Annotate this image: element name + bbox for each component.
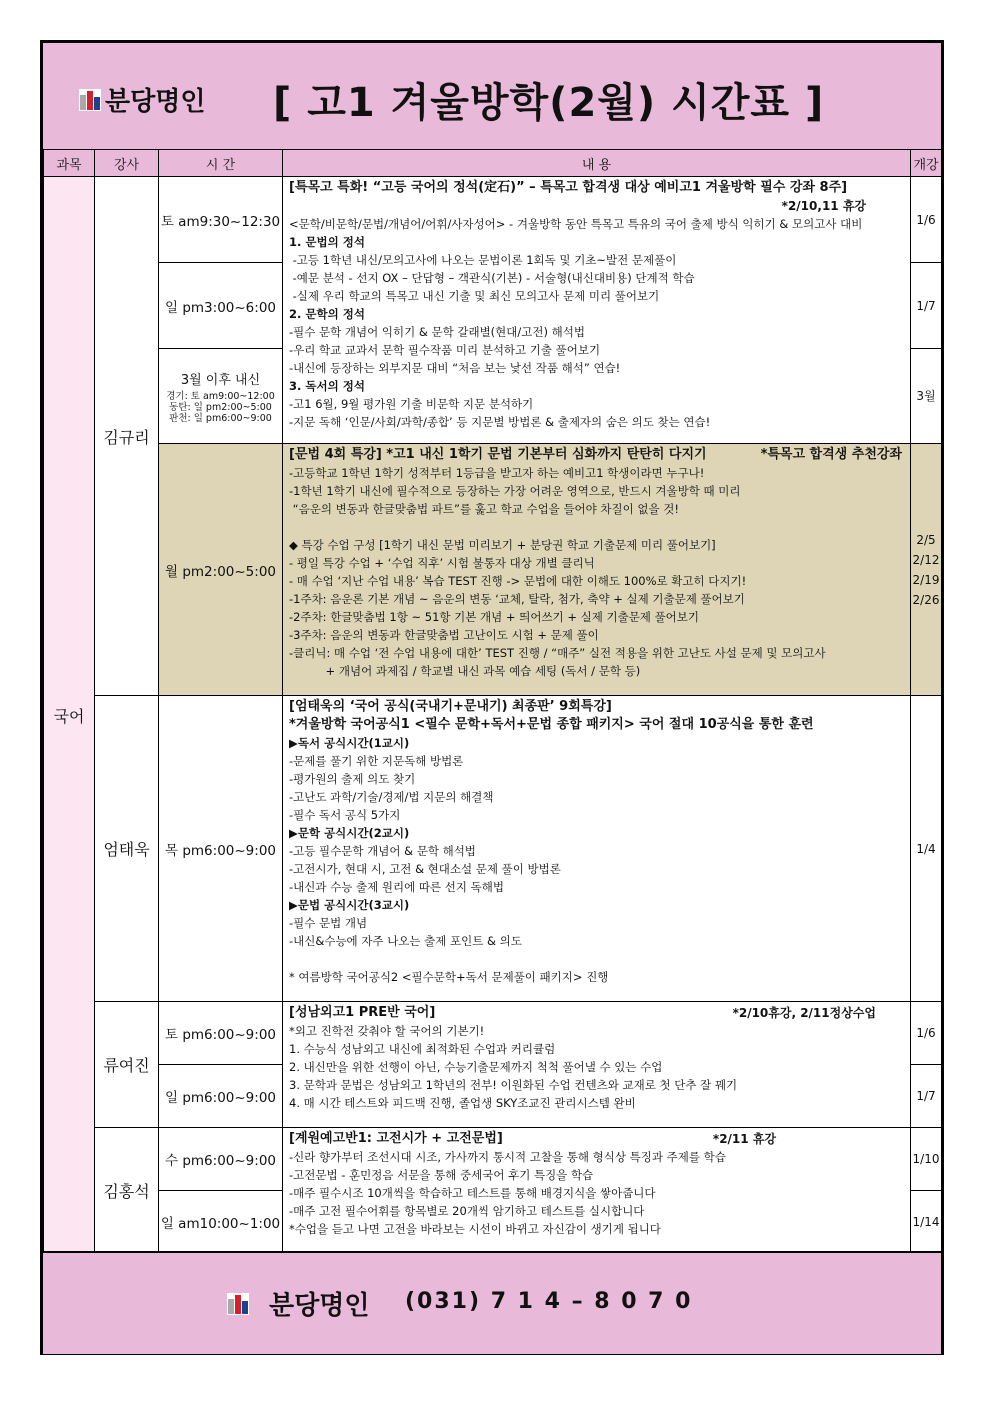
content-heading: [계원예고반1: 고전시가 + 고전문법] *2/11 휴강 <box>289 1131 776 1146</box>
time-cell: 일 pm6:00~9:00 <box>159 1065 283 1128</box>
time-cell: 일 pm3:00~6:00 <box>159 263 283 349</box>
content-line: -고전시가, 현대 시, 고전 & 현대소설 문제 풀이 방법론 <box>289 862 561 876</box>
time-cell: 수 pm6:00~9:00 <box>159 1128 283 1191</box>
count-date: 2/19 <box>912 572 940 587</box>
subject-cell: 국어 <box>44 177 95 1254</box>
content-line: -고등학교 1학년 1학기 성적부터 1등급을 받고자 하는 예비고1 학생이라면 누구나! <box>289 466 705 480</box>
content-line: -3주차: 음운의 변동과 한글맞춤법 고난이도 시험 + 문제 풀이 <box>289 628 599 642</box>
table-row <box>44 177 942 263</box>
content-kim-1 <box>283 177 911 444</box>
content-kim-2 <box>283 444 911 696</box>
col-time: 시 간 <box>159 150 283 177</box>
teacher-kim: 김규리 <box>95 177 159 696</box>
content-line: -예문 분석 - 선지 OX – 단답형 – 객관식(기본) - 서술형(내신대비용) 단계적 학습 <box>289 271 695 285</box>
time-sub: 경기: 토 am9:00~12:00 <box>166 390 275 402</box>
content-line: - 매 수업 ‘지난 수업 내용’ 복습 TEST 진행 -> 문법에 대한 이해도 100%로 확고히 다지기! <box>289 574 747 588</box>
content-line: 4. 매 시간 테스트와 피드백 진행, 졸업생 SKY조교진 관리시스템 완비 <box>289 1096 636 1110</box>
content-line: -고등 필수문학 개념어 & 문학 해석법 <box>289 844 476 858</box>
teacher-ryu: 류여진 <box>95 1002 159 1128</box>
time-cell: 일 am10:00~1:00 <box>159 1191 283 1254</box>
count-date: 2/12 <box>912 552 940 567</box>
content-line: *수업을 듣고 나면 고전을 바라보는 시선이 바뀌고 자신감이 생기게 됩니다 <box>289 1222 661 1236</box>
content-line: -매주 고전 필수어휘를 항목별로 20개씩 암기하고 테스트를 실시합니다 <box>289 1204 645 1218</box>
col-subject: 과목 <box>44 150 95 177</box>
content-line: -우리 학교 교과서 문학 필수작품 미리 분석하고 기출 풀어보기 <box>289 343 601 357</box>
time-cell: 토 am9:30~12:30 <box>159 177 283 263</box>
content-line: ▶독서 공식시간(1교시) <box>289 736 410 750</box>
content-line: -실제 우리 학교의 특목고 내신 기출 및 최신 모의고사 문제 미리 풀어보기 <box>289 289 660 303</box>
content-line: -매주 필수시조 10개씩을 학습하고 테스트를 통해 배경지식을 쌓아줍니다 <box>289 1186 656 1200</box>
table-row <box>44 1002 942 1065</box>
page-title: [ 고1 겨울방학(2월) 시간표 ] <box>273 80 825 126</box>
count-cell: 1/7 <box>911 1065 942 1128</box>
content-heading: [문법 4회 특강] *고1 내신 1학기 문법 기본부터 심화까지 탄탄히 다지기 *특목고 합격생 추천강좌 <box>289 447 902 462</box>
count-date: 2/26 <box>912 592 940 607</box>
content-line: “음운의 변동과 한글맞춤법 파트”를 훑고 학교 수업을 들어야 차질이 없을 것! <box>289 502 680 516</box>
col-count: 개강 <box>911 150 942 177</box>
content-line <box>289 950 906 968</box>
content-line: -고난도 과학/기술/경제/법 지문의 해결책 <box>289 790 494 804</box>
brand-name: 분당명인 <box>105 87 206 117</box>
content-line: -1학년 1학기 내신에 필수적으로 등장하는 가장 어려운 영역으로, 반드시 겨울방학 때 미리 <box>289 484 741 498</box>
content-note: *2/10,11 휴강 <box>781 199 866 213</box>
content-line: -내신에 등장하는 외부지문 대비 “처음 보는 낯선 작품 해석” 연습! <box>289 361 621 375</box>
content-line: -고등 1학년 내신/모의고사에 나오는 문법이론 1회독 및 기초~발전 문제풀이 <box>289 253 677 267</box>
time-cell-internal <box>159 349 283 444</box>
col-content: 내 용 <box>283 150 911 177</box>
count-date: 2/5 <box>916 532 936 547</box>
content-line: 1. 문법의 정석 <box>289 235 365 249</box>
schedule-frame <box>40 40 944 1355</box>
content-line: <문학/비문학/문법/개념어/어휘/사자성어> - 겨울방학 동안 특목고 특유의 국어 출제 방식 익히기 & 모의고사 대비 <box>289 217 863 231</box>
content-heading: [성남외고1 PRE반 국어] *2/10휴강, 2/11정상수업 <box>289 1005 876 1020</box>
table-row <box>44 696 942 1002</box>
content-line: -지문 독해 ‘인문/사회/과학/종합’ 등 지문별 방법론 & 출제자의 숨은 의도 찾는 연습! <box>289 415 711 429</box>
content-line: 3. 독서의 정석 <box>289 379 365 393</box>
content-line: ▶문법 공식시간(3교시) <box>289 898 410 912</box>
time-cell: 월 pm2:00~5:00 <box>159 444 283 696</box>
content-line: -고1 6월, 9월 평가원 기출 비문학 지문 분석하기 <box>289 397 534 411</box>
content-line: -고전문법 - 훈민정음 서문을 통해 중세국어 후기 특징을 학습 <box>289 1168 594 1182</box>
count-cell: 3월 <box>911 349 942 444</box>
content-line: 2. 내신만을 위한 선행이 아닌, 수능기출문제까지 척척 풀어낼 수 있는 수업 <box>289 1060 663 1074</box>
footer-brand: 분당명인 <box>269 1291 370 1321</box>
content-line: 3. 문학과 문법은 성남외고 1학년의 전부! 이원화된 수업 컨텐츠와 교재로 첫 단추 잘 꿰기 <box>289 1078 738 1092</box>
footer-phone: (031) 7 1 4 – 8 0 7 0 <box>405 1289 693 1314</box>
count-cell: 1/7 <box>911 263 942 349</box>
content-heading: [특목고 특화! “고등 국어의 정석(定石)” – 특목고 합격생 대상 예비고1 겨울방학 필수 강좌 8주] <box>289 180 848 195</box>
content-line: ◆ 특강 수업 구성 [1학기 내신 문법 미리보기 + 분당권 학교 기출문제 미리 풀어보기] <box>289 538 716 552</box>
time-sub: 동탄: 일 pm2:00~5:00 <box>169 401 272 413</box>
content-line: * 여름방학 국어공식2 <필수문학+독서 문제풀이 패키지> 진행 <box>289 970 609 984</box>
content-line: -필수 문학 개념어 익히기 & 문학 갈래별(현대/고전) 해석법 <box>289 325 585 339</box>
content-line: -필수 독서 공식 5가지 <box>289 808 401 822</box>
content-line: -2주차: 한글맞춤법 1항 ~ 51항 기본 개념 + 띄어쓰기 + 실제 기출문제 풀어보기 <box>289 610 700 624</box>
content-line: -문제를 풀기 위한 지문독해 방법론 <box>289 754 464 768</box>
content-line: -필수 문법 개념 <box>289 916 368 930</box>
count-cell: 1/6 <box>911 177 942 263</box>
table-header-row <box>44 150 942 177</box>
logo-icon <box>79 89 101 111</box>
time-label: 3월 이후 내신 <box>180 372 261 388</box>
content-lines <box>289 1022 906 1112</box>
content-lines <box>289 215 906 431</box>
content-line: ▶문학 공식시간(2교시) <box>289 826 410 840</box>
count-cell <box>911 444 942 696</box>
content-heading: [엄태욱의 ‘국어 공식(국내기+문내기) 최종판’ 9회특강] <box>289 699 612 714</box>
count-cell: 1/14 <box>911 1191 942 1254</box>
content-lines <box>289 1148 906 1238</box>
content-hong <box>283 1128 911 1254</box>
table-row <box>44 1128 942 1191</box>
content-eom <box>283 696 911 1002</box>
content-line: -내신&수능에 자주 나오는 출제 포인트 & 의도 <box>289 934 522 948</box>
content-lines <box>289 464 906 680</box>
content-line: 2. 문학의 정석 <box>289 307 365 321</box>
content-line: + 개념어 과제집 / 학교별 내신 과목 예습 세팅 (독서 / 문학 등) <box>289 664 641 678</box>
teacher-eom: 엄태욱 <box>95 696 159 1002</box>
content-line: -1주차: 음운론 기본 개념 ~ 음운의 변동 ‘교체, 탈락, 첨가, 축약 + 실제 기출문제 풀어보기 <box>289 592 745 606</box>
time-cell: 목 pm6:00~9:00 <box>159 696 283 1002</box>
count-cell: 1/6 <box>911 1002 942 1065</box>
content-line <box>289 518 906 536</box>
logo-icon <box>227 1293 249 1315</box>
table-row <box>44 444 942 696</box>
schedule-table <box>43 149 942 1254</box>
content-line: 1. 수능식 성남외고 내신에 최적화된 수업과 커리큘럼 <box>289 1042 556 1056</box>
footer <box>43 1251 941 1354</box>
content-line: -클리닉: 매 수업 ‘전 수업 내용에 대한’ TEST 진행 / “매주” 실전 적용을 위한 고난도 사설 문제 및 모의고사 <box>289 646 826 660</box>
content-heading: *겨울방학 국어공식1 <필수 문학+독서+문법 종합 패키지> 국어 절대 10공식을 통한 훈련 <box>289 717 814 732</box>
content-line: -평가원의 출제 의도 찾기 <box>289 772 416 786</box>
content-line: - 평일 특강 수업 + ‘수업 직후’ 시험 불통자 대상 개별 클리닉 <box>289 556 595 570</box>
time-cell: 토 pm6:00~9:00 <box>159 1002 283 1065</box>
header <box>43 43 941 151</box>
time-sub: 판천: 일 pm6:00~9:00 <box>169 412 272 424</box>
content-line: *외고 진학전 갖춰야 할 국어의 기본기! <box>289 1024 485 1038</box>
count-cell: 1/4 <box>911 696 942 1002</box>
col-teacher: 강사 <box>95 150 159 177</box>
content-line: -내신과 수능 출제 원리에 따른 선지 독해법 <box>289 880 504 894</box>
teacher-hong: 김홍석 <box>95 1128 159 1254</box>
count-cell: 1/10 <box>911 1128 942 1191</box>
content-line: -신라 향가부터 조선시대 시조, 가사까지 통시적 고찰을 통해 형식상 특징과 주제를 학습 <box>289 1150 726 1164</box>
content-ryu <box>283 1002 911 1128</box>
content-lines <box>289 734 906 986</box>
